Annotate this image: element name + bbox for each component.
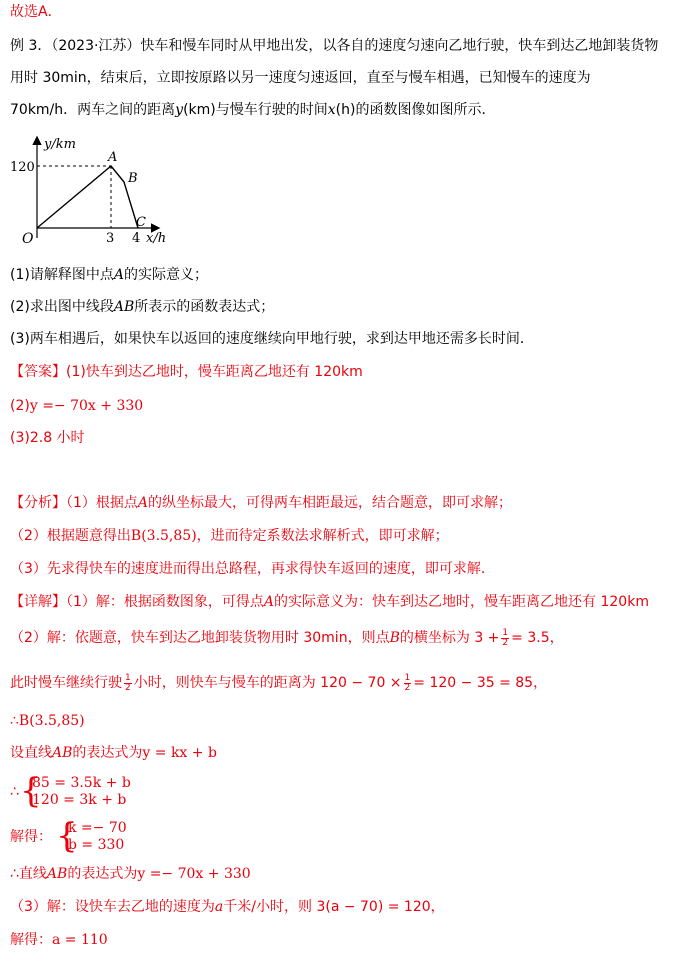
detail-line-4: ∴B(3.5,85) <box>10 713 85 729</box>
answer-2-expr: y =− 70x + 330 <box>29 398 144 414</box>
detail-5-expr: y = kx + b <box>142 745 217 761</box>
analysis-tag: 【分析】 <box>10 495 66 511</box>
question-1-a: (1)请解释图中点 <box>10 267 114 283</box>
x-tick-3: 3 <box>106 231 115 246</box>
graph-line <box>37 166 138 228</box>
var-y: y <box>175 102 184 118</box>
detail-9-b: 千米/小时，则 3(a − 70) = 120， <box>223 899 445 915</box>
detail-2-a: （2）解：依题意，快车到达乙地卸装货物用时 30min，则点 <box>10 630 390 646</box>
question-2-a: (2)求出图中线段 <box>10 299 114 315</box>
detail-5-a: 设直线 <box>10 745 52 761</box>
detail-8-a: ∴直线 <box>10 866 47 882</box>
question-1-b: 的实际意义； <box>123 267 208 283</box>
brace-icon: { <box>56 816 78 856</box>
answer-line-2 <box>10 396 143 416</box>
question-1 <box>10 265 208 285</box>
detail-line-2 <box>10 628 564 648</box>
example-line-3 <box>10 100 495 120</box>
detail-8-b: 的表达式为 <box>67 866 138 882</box>
analysis-1-point: A <box>137 495 149 511</box>
fraction-half: $\frac{1}{2}$ <box>502 627 509 648</box>
answer-line-3: (3)2.8 小时 <box>10 430 85 446</box>
x-axis-label: x/h <box>146 231 167 246</box>
answer-2-prefix: (2) <box>10 398 30 414</box>
detail-10-expr: a = 110 <box>52 932 108 948</box>
detail-8-expr: y =− 70x + 330 <box>137 866 251 882</box>
detail-5-segment: AB <box>52 745 73 761</box>
system-1-eq-2: 120 = 3k + b <box>32 792 127 808</box>
question-2-segment: AB <box>113 299 135 315</box>
example-line-3-c: (h)的函数图像如图所示． <box>335 102 496 118</box>
system-2-eq-1: k =− 70 <box>68 820 127 836</box>
point-a-label: A <box>108 150 118 165</box>
question-3: (3)两车相遇后，如果快车以返回的速度继续向甲地行驶，求到达甲地还需多长时间． <box>10 331 534 347</box>
question-1-point: A <box>113 267 124 283</box>
analysis-2-b: ，进而待定系数法求解析式，即可求解； <box>196 528 449 544</box>
detail-2-b: 的横坐标为 3 + <box>399 630 500 646</box>
equation-system-2 <box>10 816 210 856</box>
y-axis-label: y/km <box>44 137 76 152</box>
example-line-3-a: 70km/h．两车之间的距离 <box>10 102 176 118</box>
detail-9-a: （3）解：设快车去乙地的速度为 <box>10 899 215 915</box>
detail-1-a: （1）解：根据函数图象，可得点 <box>66 594 264 610</box>
detail-tag: 【详解】 <box>10 594 66 610</box>
analysis-line-1 <box>10 493 512 513</box>
analysis-2-a: （2）根据题意得出 <box>10 528 131 544</box>
solve-label: 解得： <box>10 829 52 845</box>
detail-3-a: 此时慢车继续行驶 <box>10 675 122 691</box>
system-1-eq-1: 85 = 3.5k + b <box>32 775 131 791</box>
point-b-label: B <box>128 171 138 186</box>
analysis-2-point: B(3.5,85) <box>130 528 197 544</box>
detail-line-10 <box>10 930 108 950</box>
therefore-symbol: ∴ <box>10 784 19 800</box>
analysis-line-2 <box>10 526 449 546</box>
detail-10-label: 解得： <box>10 932 52 948</box>
answer-1: (1)快车到达乙地时，慢车距离乙地还有 120km <box>66 364 363 380</box>
fraction-half: $\frac{1}{2}$ <box>404 672 411 693</box>
detail-2-point: B <box>389 630 400 646</box>
brace-icon: { <box>20 771 42 811</box>
origin-label: O <box>22 231 34 247</box>
detail-8-segment: AB <box>46 866 68 882</box>
y-tick-120: 120 <box>10 160 35 175</box>
x-tick-4: 4 <box>132 231 141 246</box>
detail-2-c: = 3.5， <box>511 630 564 646</box>
function-graph <box>8 130 183 250</box>
analysis-1-b: 的纵坐标最大，可得两车相距最远，结合题意，即可求解； <box>148 495 513 511</box>
detail-line-3 <box>10 673 547 693</box>
detail-1-b: 的实际意义为：快车到达乙地时，慢车距离乙地还有 120km <box>274 594 649 610</box>
detail-line-1 <box>10 592 649 612</box>
question-2-b: 所表示的函数表达式； <box>134 299 275 315</box>
point-c-label: C <box>136 215 146 230</box>
detail-line-5 <box>10 743 217 763</box>
example-line-3-b: (km)与慢车行驶的时间 <box>183 102 328 118</box>
var-x: x <box>327 102 336 118</box>
example-line-2: 用时 30min，结束后，立即按原路以另一速度匀速返回，直至与慢车相遇，已知慢车的速度为 <box>10 70 591 86</box>
analysis-line-3: （3）先求得快车的速度进而得出总路程，再求得快车返回的速度，即可求解． <box>10 561 495 577</box>
detail-3-c: = 120 − 35 = 85， <box>413 675 548 691</box>
equation-system-1 <box>10 771 210 811</box>
fraction-half: $\frac{1}{2}$ <box>125 672 131 693</box>
detail-1-point: A <box>263 594 275 610</box>
detail-line-9 <box>10 897 445 917</box>
question-2 <box>10 297 274 317</box>
top-line: 故选A． <box>10 4 62 20</box>
analysis-1-a: （1）根据点 <box>66 495 138 511</box>
detail-9-var: a <box>214 899 224 915</box>
detail-5-b: 的表达式为 <box>72 745 143 761</box>
example-line-1: 例 3．（2023·江苏）快车和慢车同时从甲地出发，以各自的速度匀速向乙地行驶，快车到达乙地卸装货物 <box>10 38 659 54</box>
detail-line-8 <box>10 864 251 884</box>
answer-tag: 【答案】 <box>10 364 66 380</box>
system-2-eq-2: b = 330 <box>68 837 125 853</box>
answer-line-1 <box>10 362 363 382</box>
detail-3-b: 小时，则快车与慢车的距离为 120 − 70 × <box>133 675 402 691</box>
